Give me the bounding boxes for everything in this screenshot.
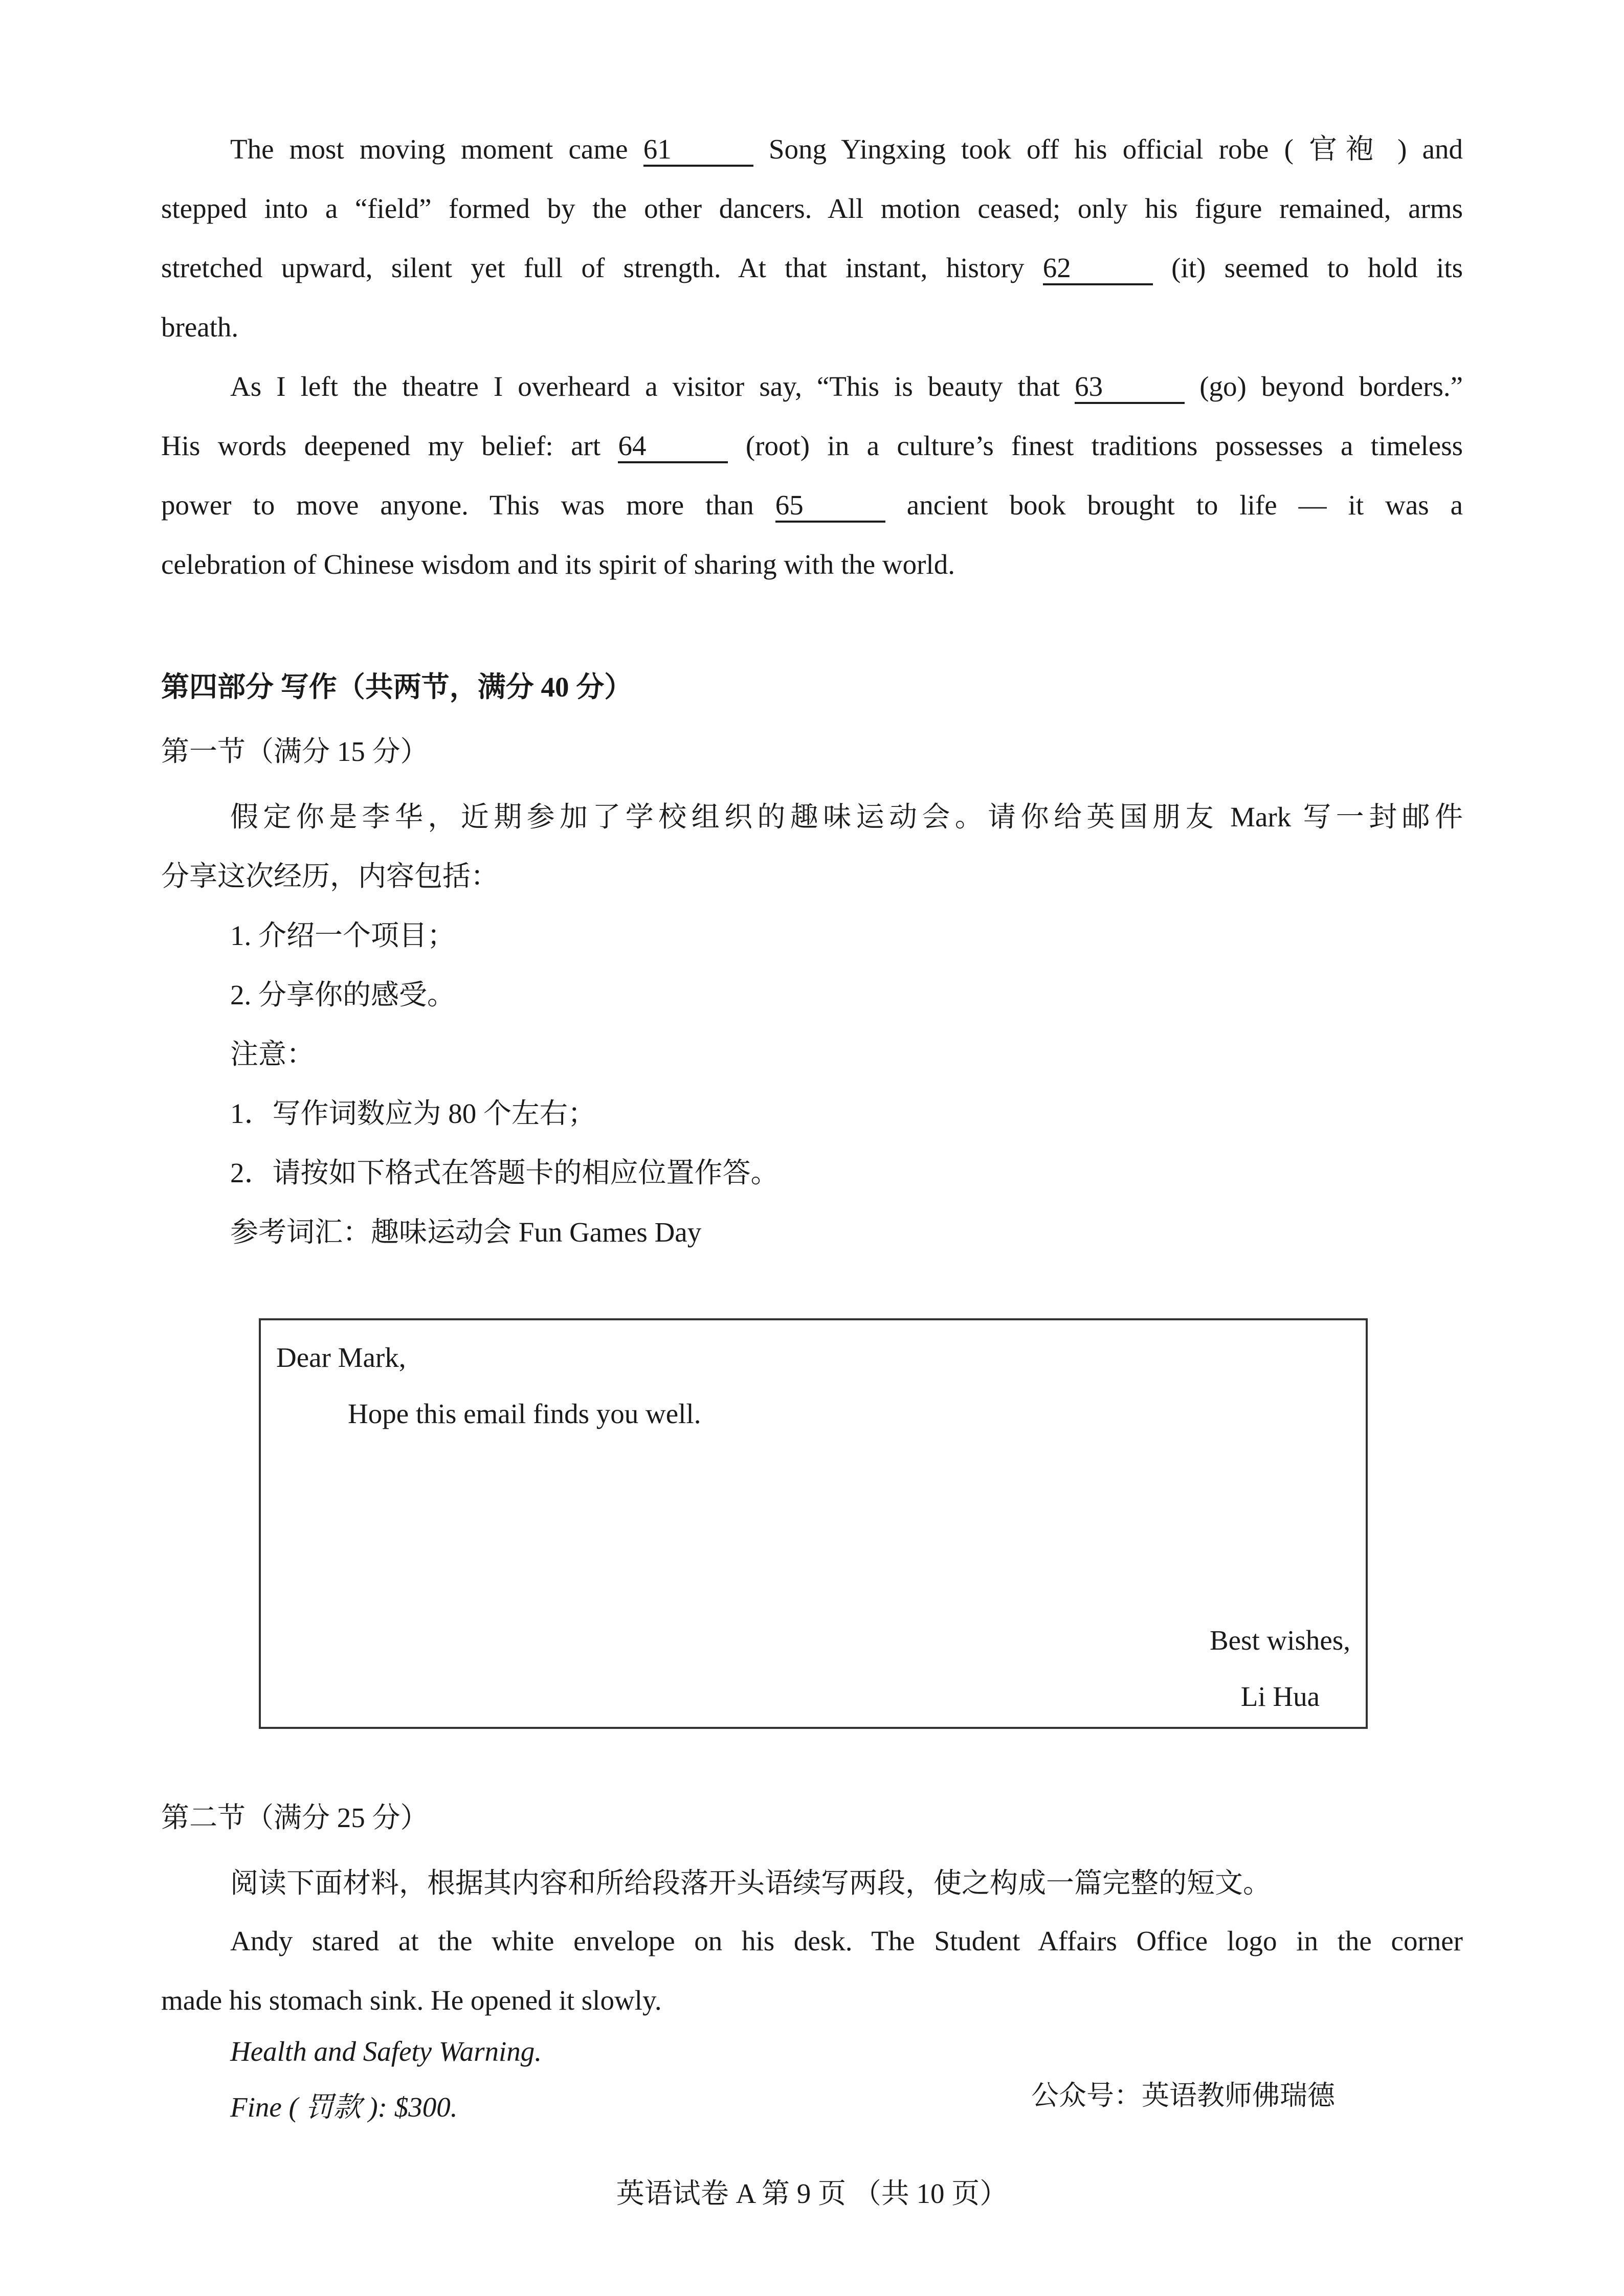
text-line — [161, 476, 1463, 535]
reference-vocab: 参考词汇：趣味运动会 Fun Games Day — [230, 1217, 702, 1248]
prompt-line: 假定你是李华，近期参加了学校组织的趣味运动会。请你给英国朋友 Mark 写一封邮件 — [230, 801, 1463, 832]
letter-greeting: Dear Mark, — [276, 1342, 406, 1373]
passage-paragraph-2 — [161, 357, 1463, 594]
passage-paragraph-1 — [161, 120, 1463, 357]
text-line: stepped into a “field” formed by the other dancers. All motion ceased; only his figure remained, arms — [161, 193, 1463, 224]
text-line: breath. — [161, 311, 239, 343]
letter-format-box — [259, 1318, 1368, 1729]
text-line — [161, 238, 1463, 298]
text: power to move anyone. This was more than — [161, 489, 754, 521]
section-1-prompt — [161, 787, 1463, 906]
note-item: 2．请按如下格式在答题卡的相应位置作答。 — [230, 1157, 779, 1188]
text: (go) beyond borders.” — [1199, 371, 1463, 402]
content-item: 1. 介绍一个项目； — [230, 920, 456, 951]
content-item: 2. 分享你的感受。 — [230, 979, 456, 1010]
note-label: 注意： — [230, 1039, 315, 1070]
text: The most moving moment came — [230, 133, 628, 165]
blank-65: 65 — [775, 490, 885, 523]
text: His words deepened my belief: art — [161, 430, 601, 461]
text: (it) seemed to hold its — [1171, 252, 1463, 283]
note-item: 1．写作词数应为 80 个左右； — [230, 1098, 596, 1129]
text: ancient book brought to life — it was a — [906, 489, 1463, 521]
text-line — [161, 357, 1463, 416]
part-title: 第四部分 写作（共两节，满分 40 分） — [161, 671, 633, 703]
text-line — [161, 416, 1463, 476]
page-footer: 英语试卷 A 第 9 页 （共 10 页） — [616, 2178, 1008, 2209]
text: (root) in a culture’s finest traditions possesses a timeless — [745, 430, 1463, 461]
text-line: celebration of Chinese wisdom and its spirit of sharing with the world. — [161, 549, 955, 580]
blank-62: 62 — [1043, 253, 1153, 285]
text-line — [161, 120, 1463, 179]
blank-61: 61 — [643, 134, 753, 167]
section-2-instruction: 阅读下面材料，根据其内容和所给段落开头语续写两段，使之构成一篇完整的短文。 — [230, 1867, 1272, 1899]
story-text — [161, 1911, 1463, 2030]
watermark: 公众号：英语教师佛瑞德 — [1031, 2079, 1335, 2111]
warning-title: Health and Safety Warning. — [230, 2036, 542, 2067]
text: As I left the theatre I overheard a visitor say, “This is beauty that — [230, 371, 1060, 402]
story-line: made his stomach sink. He opened it slowly. — [161, 1985, 662, 2016]
story-line: Andy stared at the white envelope on his desk. The Student Affairs Office logo in the corner — [230, 1925, 1463, 1956]
text: stretched upward, silent yet full of strength. At that instant, history — [161, 252, 1025, 283]
fine-amount: Fine ( 罚款 ): $300. — [230, 2091, 458, 2123]
blank-63: 63 — [1075, 371, 1185, 404]
section-2-title: 第二节（满分 25 分） — [161, 1802, 429, 1833]
letter-signature: Li Hua — [1240, 1681, 1320, 1712]
letter-closing: Best wishes, — [1210, 1625, 1350, 1656]
section-1-title: 第一节（满分 15 分） — [161, 736, 429, 767]
blank-64: 64 — [618, 431, 728, 463]
prompt-line: 分享这次经历，内容包括： — [161, 861, 499, 892]
letter-opening: Hope this email finds you well. — [348, 1398, 701, 1429]
text: Song Yingxing took off his official robe ( 官袍 ) and — [768, 133, 1463, 165]
